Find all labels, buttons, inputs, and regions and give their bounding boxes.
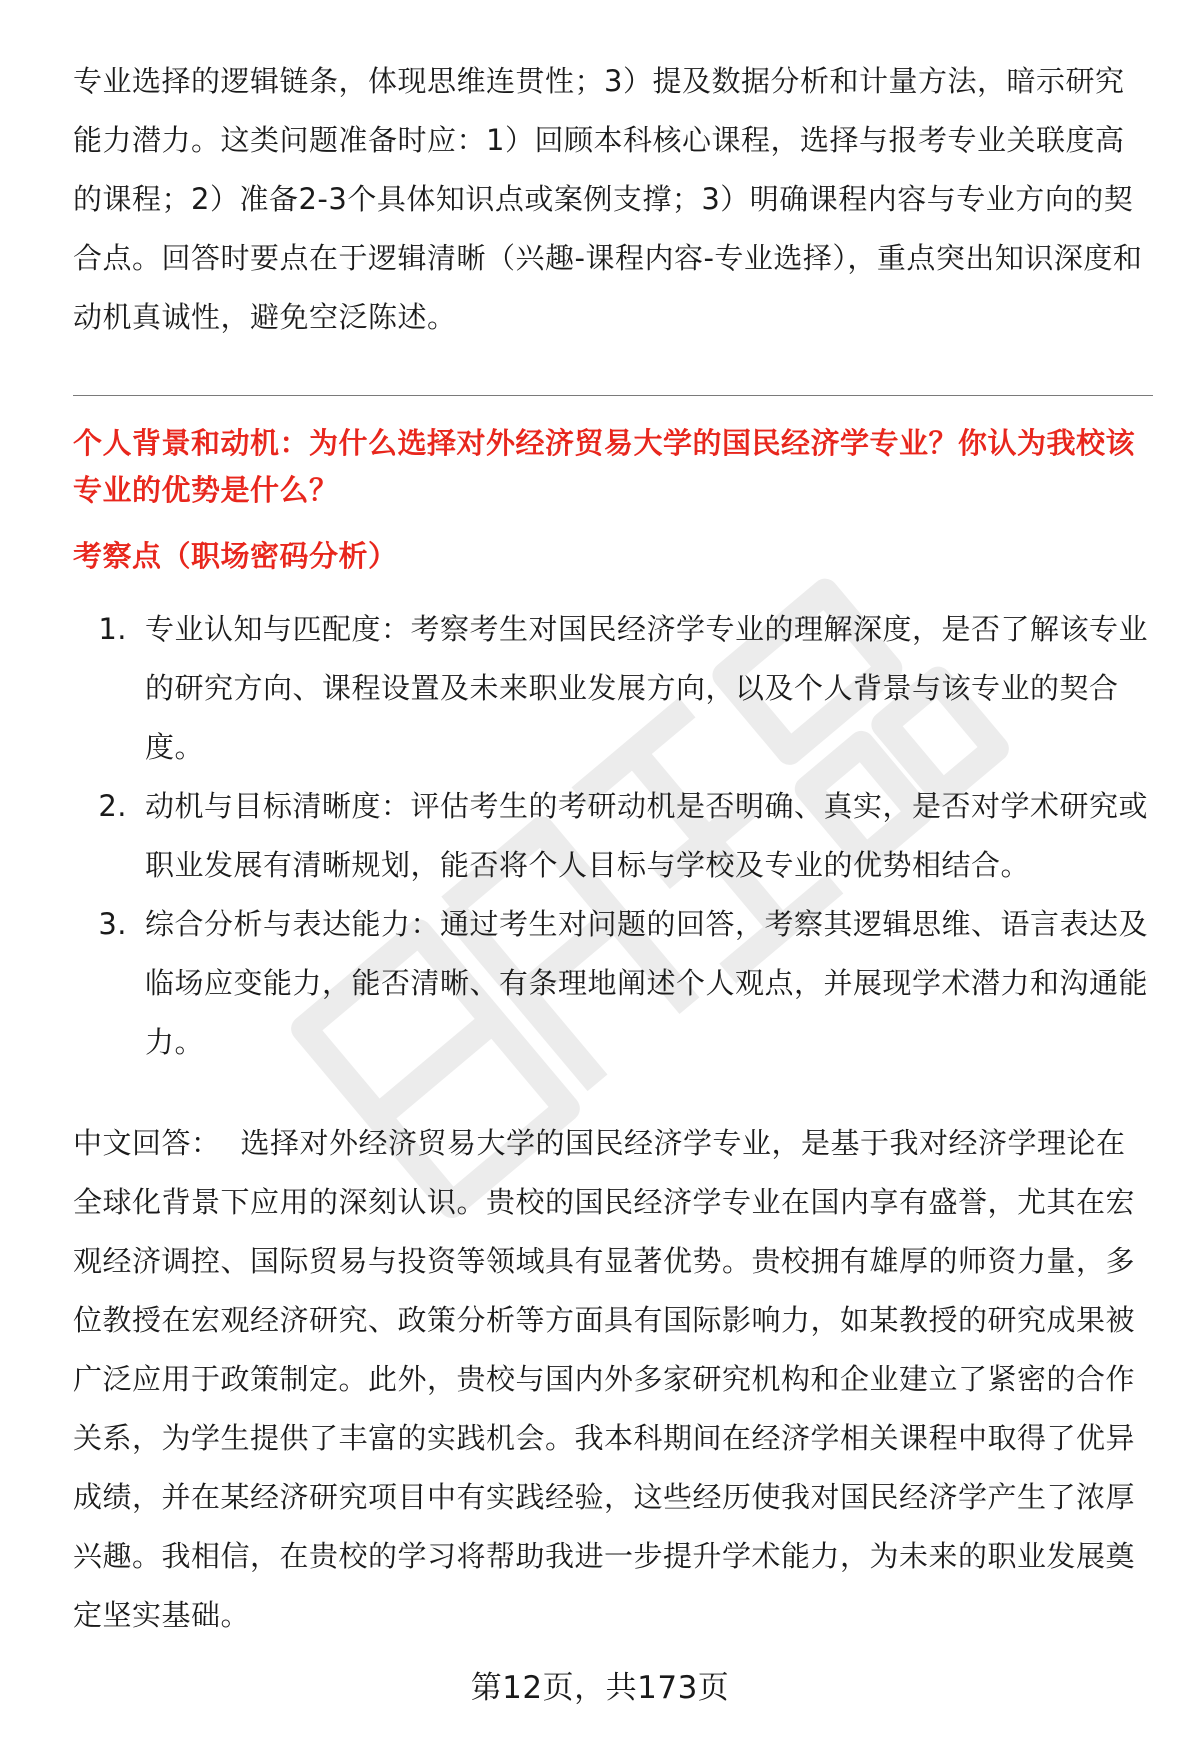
- assessment-points-list: [73, 600, 1153, 1072]
- assessment-heading: 考察点（职场密码分析）: [73, 539, 398, 573]
- point-text: 动机与目标清晰度：评估考生的考研动机是否明确、真实，是否对学术研究或职业发展有清晰规划，能否将个人目标与学校及专业的优势相结合。: [145, 789, 1149, 882]
- point-number: 1.: [98, 612, 127, 646]
- page-footer: 第12页，共173页: [470, 1670, 730, 1706]
- assessment-point: [73, 777, 1153, 895]
- section-divider: [73, 395, 1153, 396]
- point-text: 专业认知与匹配度：考察考生对国民经济学专业的理解深度，是否了解该专业的研究方向、课程设置及未来职业发展方向，以及个人背景与该专业的契合度。: [145, 612, 1149, 764]
- intro-paragraph: 专业选择的逻辑链条，体现思维连贯性；3）提及数据分析和计量方法，暗示研究能力潜力。这类问题准备时应：1）回顾本科核心课程，选择与报考专业关联度高的课程；2）准备2-3个具体知识点或案例支撑；3）明确课程内容与专业方向的契合点。回答时要点在于逻辑清晰（兴趣-课程内容-专业选择），重点突出知识深度和动机真诚性，避免空泛陈述。: [73, 64, 1143, 334]
- document-page: [73, 52, 1153, 1645]
- assessment-point: [73, 895, 1153, 1072]
- assessment-point: [73, 600, 1153, 777]
- answer-paragraph: [73, 1114, 1153, 1645]
- point-number: 3.: [98, 907, 127, 941]
- point-text: 综合分析与表达能力：通过考生对问题的回答，考察其逻辑思维、语言表达及临场应变能力，能否清晰、有条理地阐述个人观点，并展现学术潜力和沟通能力。: [145, 907, 1149, 1059]
- point-number: 2.: [98, 789, 127, 823]
- answer-text: 选择对外经济贸易大学的国民经济学专业，是基于我对经济学理论在全球化背景下应用的深刻认识。贵校的国民经济学专业在国内享有盛誉，尤其在宏观经济调控、国际贸易与投资等领域具有显著优势。贵校拥有雄厚的师资力量，多位教授在宏观经济研究、政策分析等方面具有国际影响力，如某教授的研究成果被广泛应用于政策制定。此外，贵校与国内外多家研究机构和企业建立了紧密的合作关系，为学生提供了丰富的实践机会。我本科期间在经济学相关课程中取得了优异成绩，并在某经济研究项目中有实践经验，这些经历使我对国民经济学产生了浓厚兴趣。我相信，在贵校的学习将帮助我进一步提升学术能力，为未来的职业发展奠定坚实基础。: [73, 1126, 1136, 1632]
- answer-label: 中文回答：: [73, 1126, 221, 1160]
- question-heading: 个人背景和动机：为什么选择对外经济贸易大学的国民经济学专业？你认为我校该专业的优势是什么？: [73, 426, 1136, 507]
